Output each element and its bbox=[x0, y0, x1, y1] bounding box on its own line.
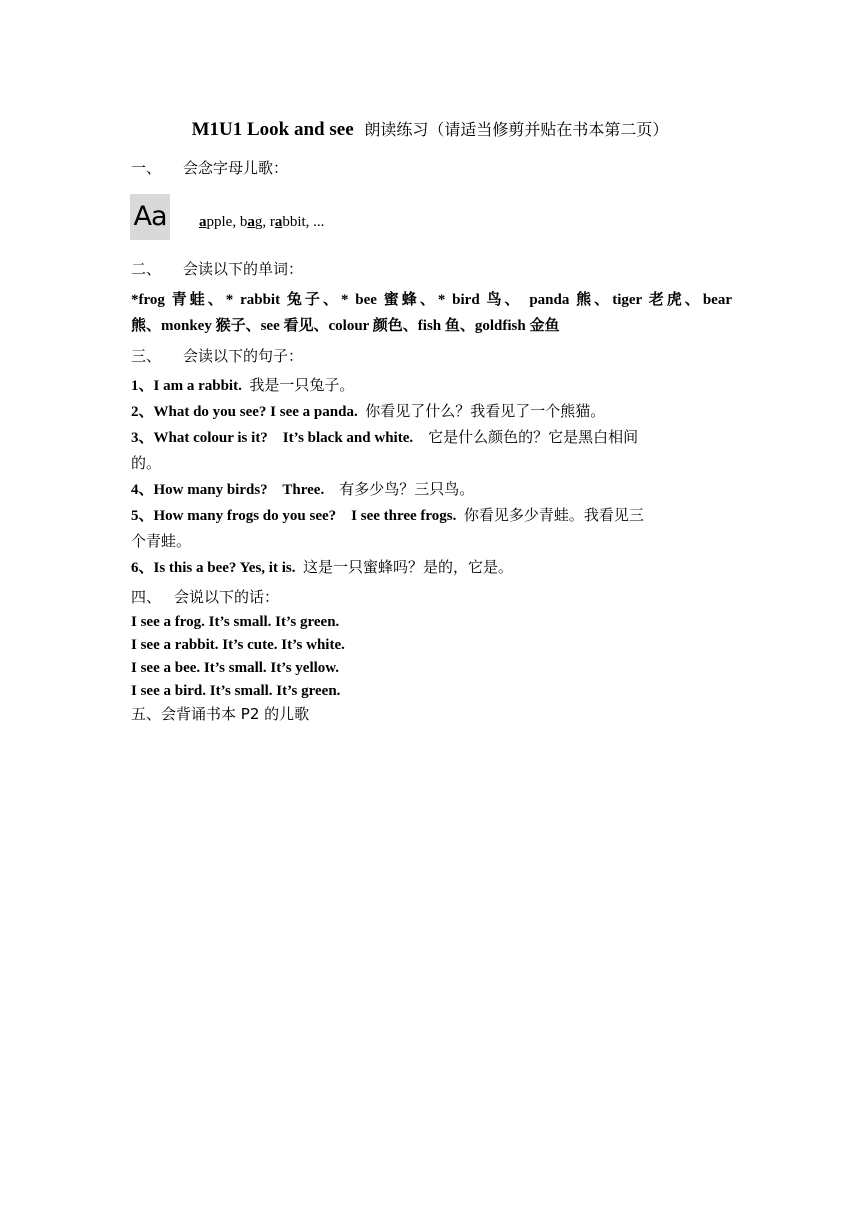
section-3-number: 三、 bbox=[131, 347, 162, 365]
speech-line-2: I see a rabbit. It’s cute. It’s white. bbox=[131, 637, 345, 653]
section-2-heading bbox=[131, 258, 303, 279]
section-1-heading bbox=[131, 157, 288, 178]
sentence-6: 6、Is this a bee? Yes, it is. 这是一只蜜蜂吗？是的，它是。 bbox=[131, 560, 513, 576]
example-word-rabbit: rabbit, ... bbox=[269, 214, 325, 230]
sentence-5: 5、How many frogs do you see? I see three frogs. 你看见多少青蛙。我看见三 bbox=[131, 508, 644, 524]
title-chinese: 朗读练习（请适当修剪并贴在书本第二页） bbox=[364, 120, 669, 139]
section-1-number: 一、 bbox=[131, 159, 162, 177]
section-2-number: 二、 bbox=[131, 260, 162, 278]
word-list-line-2: 熊、monkey 猴子、see 看见、colour 颜色、fish 鱼、goldfish 金鱼 bbox=[131, 318, 560, 334]
section-3-label: 会读以下的句子： bbox=[183, 347, 304, 365]
section-1-label: 会念字母儿歌： bbox=[183, 159, 289, 177]
sentence-2: 2、What do you see? I see a panda. 你看见了什么？我看见了一个熊猫。 bbox=[131, 404, 606, 420]
sentence-3-continued: 的。 bbox=[131, 456, 162, 472]
speech-line-1: I see a frog. It’s small. It’s green. bbox=[131, 614, 340, 630]
sentence-1: 1、I am a rabbit. 我是一只兔子。 bbox=[131, 378, 355, 394]
section-4-number: 四、 bbox=[131, 588, 162, 606]
speech-line-3: I see a bee. It’s small. It’s yellow. bbox=[131, 660, 340, 676]
word-list-line-1: *frog 青蛙、* rabbit 兔子、* bee 蜜蜂、* bird 鸟、 panda 熊、tiger 老虎、bear bbox=[131, 292, 732, 308]
example-word-apple: apple, bbox=[199, 214, 240, 230]
sentence-4: 4、How many birds? Three. 有多少鸟？三只鸟。 bbox=[131, 482, 475, 498]
title-english: M1U1 Look and see bbox=[191, 119, 354, 140]
section-2-label: 会读以下的单词： bbox=[183, 260, 304, 278]
example-word-bag: bag, bbox=[239, 214, 270, 230]
letter-card: Aa bbox=[130, 194, 170, 240]
section-4-label: 会说以下的话： bbox=[174, 588, 280, 606]
sentence-3: 3、What colour is it? It’s black and white. 它是什么颜色的？它是黑白相间 bbox=[131, 430, 639, 446]
sentence-5-continued: 个青蛙。 bbox=[131, 534, 192, 550]
letter-example-words bbox=[199, 214, 324, 231]
page-title bbox=[0, 117, 860, 141]
section-5-heading: 五、会背诵书本 P2 的儿歌 bbox=[131, 705, 310, 723]
speech-line-4: I see a bird. It’s small. It’s green. bbox=[131, 683, 341, 699]
section-4-heading bbox=[131, 586, 279, 607]
section-3-heading bbox=[131, 345, 303, 366]
